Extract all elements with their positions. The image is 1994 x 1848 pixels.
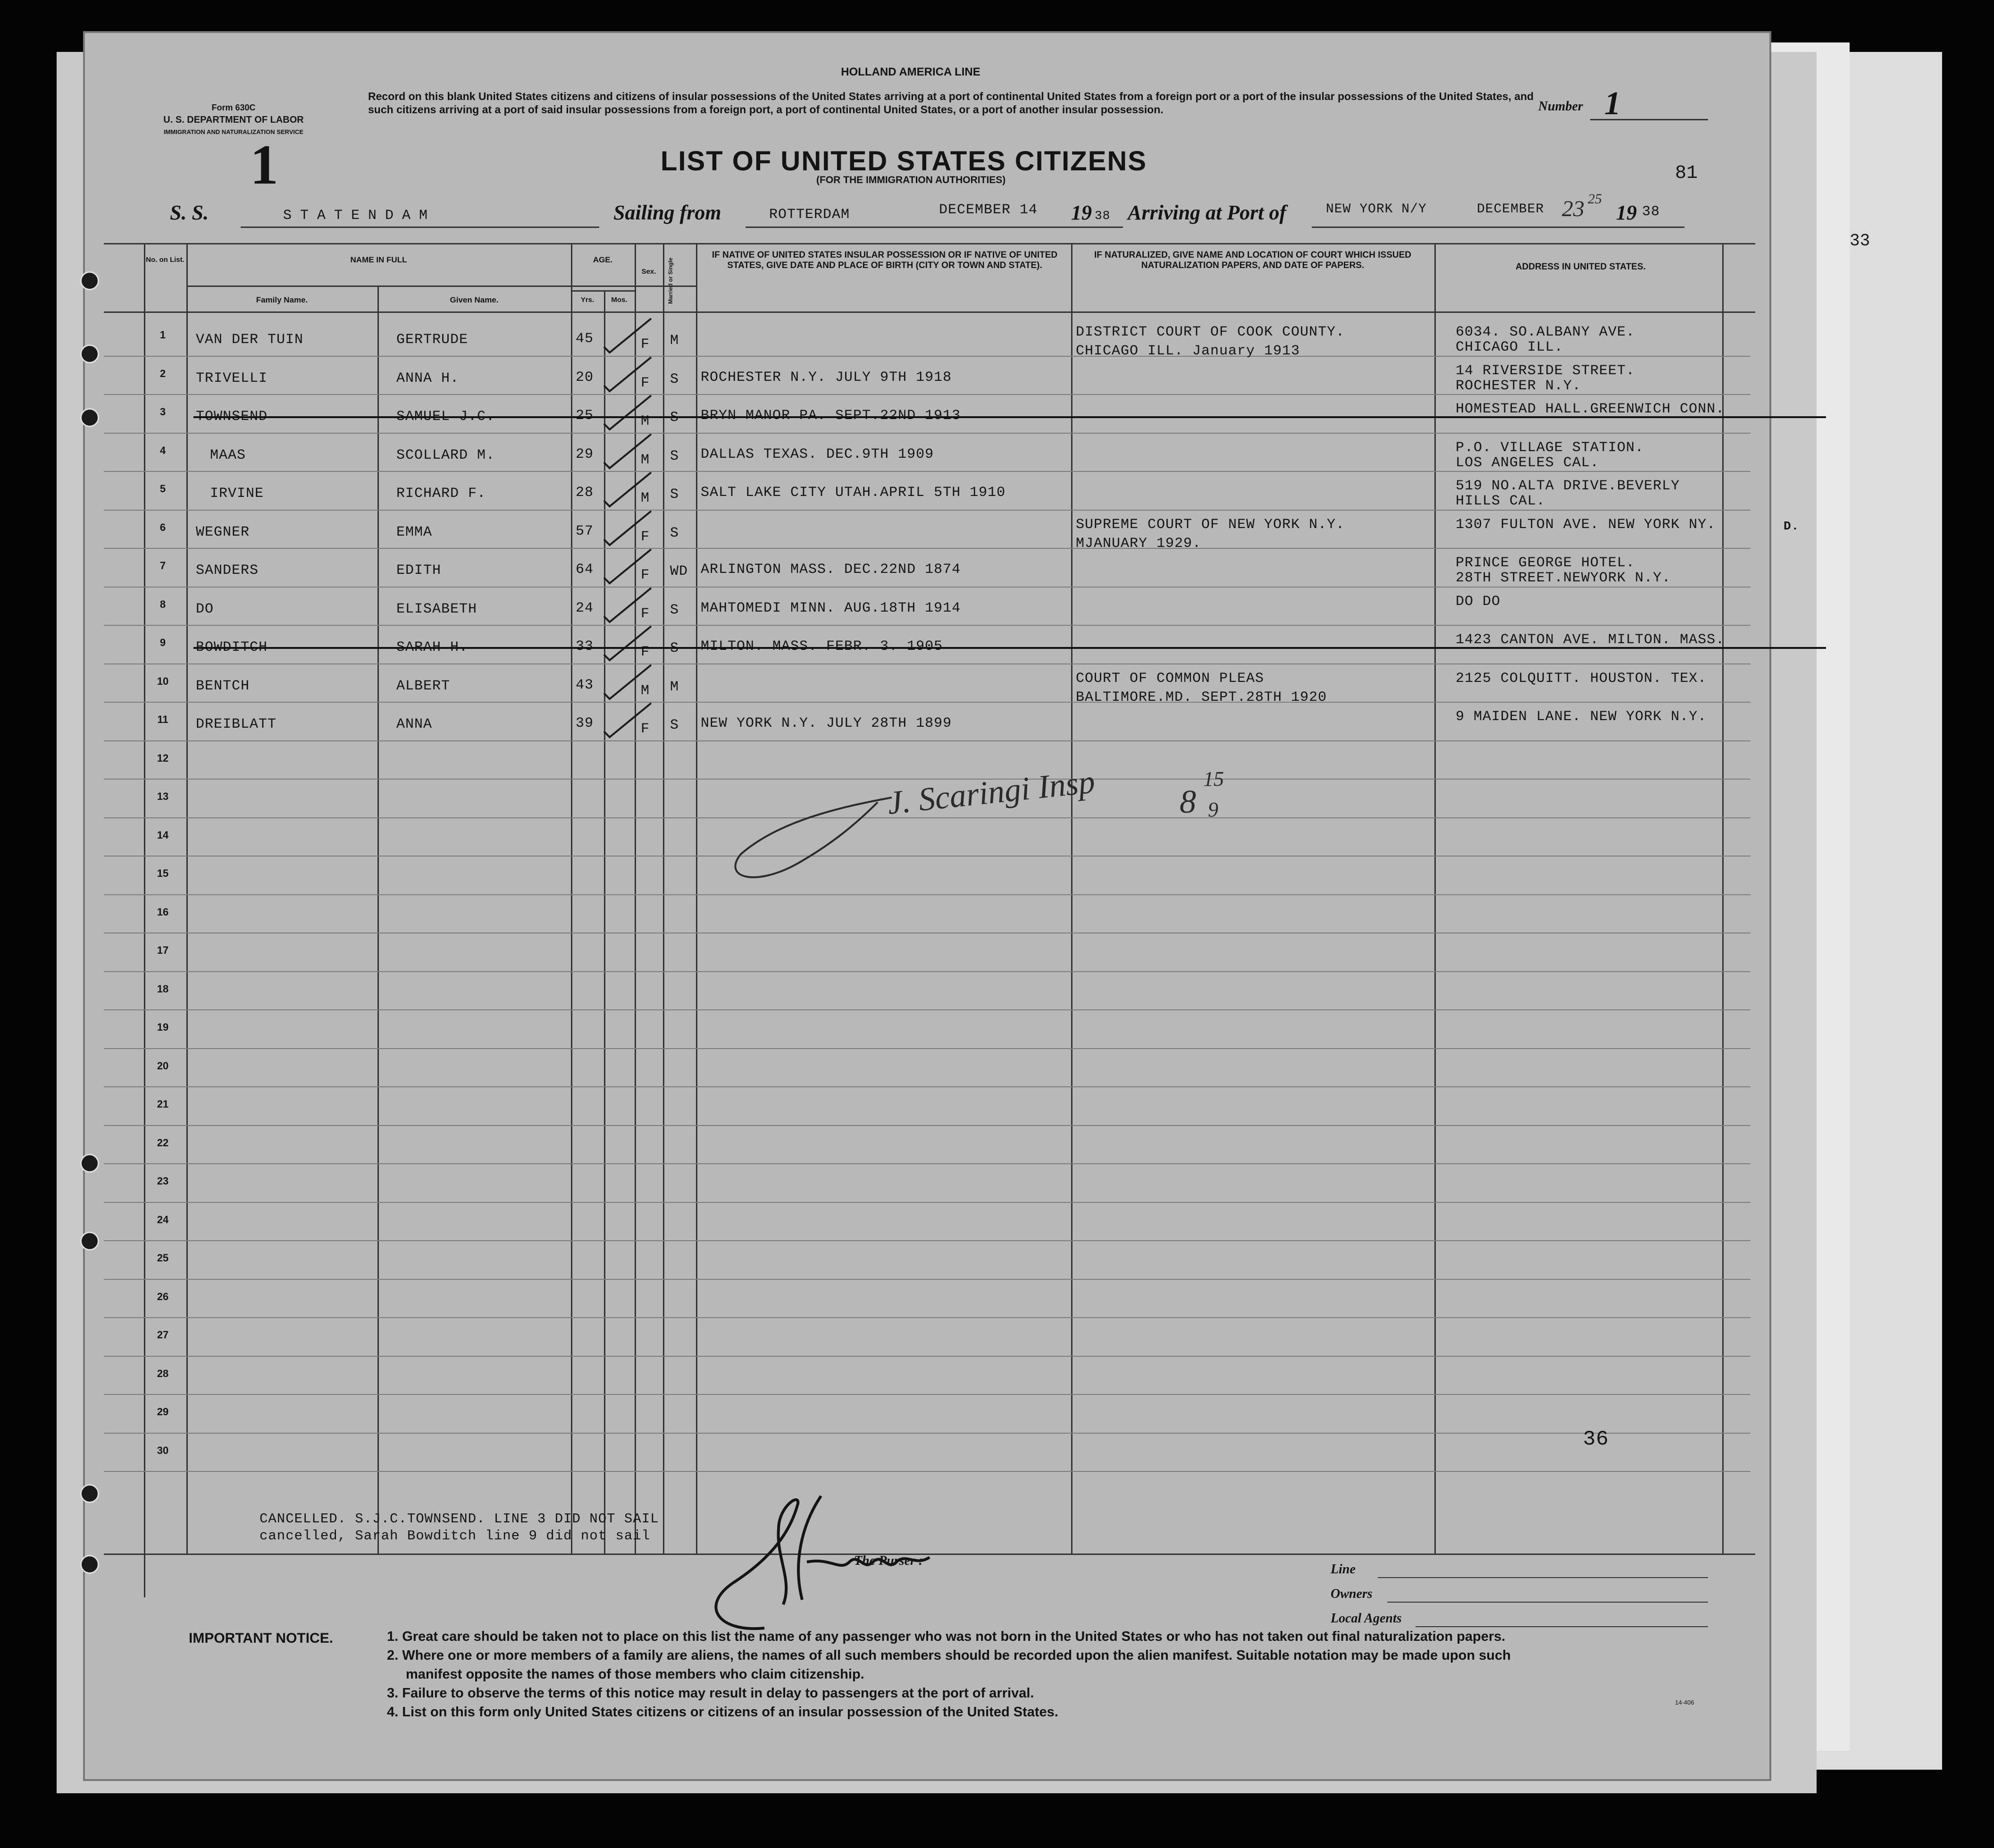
- verification-checkmark: [595, 314, 656, 356]
- cancel-note-2: cancelled, Sarah Bowditch line 9 did not sail: [260, 1528, 651, 1544]
- page-corner-number: 81: [1675, 163, 1698, 184]
- address-line-2: 28TH STREET.NEWYORK N.Y.: [1456, 570, 1671, 586]
- given-name: ELISABETH: [396, 601, 478, 617]
- line-number: 14: [157, 829, 169, 841]
- address-line-1: 1423 CANTON AVE. MILTON. MASS.: [1456, 632, 1725, 648]
- given-name: ANNA H.: [396, 370, 460, 386]
- marital-status: M: [670, 333, 679, 349]
- marital-status: S: [670, 410, 679, 426]
- address-line-1: DO DO: [1456, 593, 1501, 610]
- col-family-name: Family Name.: [256, 295, 308, 304]
- sex: M: [641, 452, 650, 468]
- address-line-1: 9 MAIDEN LANE. NEW YORK N.Y.: [1456, 709, 1707, 725]
- col-married-single: Married or Single: [667, 257, 674, 304]
- given-name: EDITH: [396, 563, 442, 579]
- age-years: 29: [576, 446, 594, 462]
- family-name: VAN DER TUIN: [196, 332, 304, 348]
- sex: F: [641, 721, 650, 737]
- form-code: 14-406: [1675, 1699, 1694, 1706]
- purser-signature: [689, 1487, 934, 1642]
- age-years: 57: [576, 523, 594, 539]
- age-years: 64: [576, 562, 594, 578]
- family-name: BOWDITCH: [196, 639, 268, 655]
- sex: F: [641, 529, 650, 545]
- family-name: WEGNER: [196, 524, 250, 540]
- sex: M: [641, 682, 650, 699]
- line-number: 16: [157, 906, 169, 918]
- address-line-2: HILLS CAL.: [1456, 493, 1546, 509]
- age-years: 20: [576, 369, 594, 386]
- line-number: 9: [159, 637, 166, 648]
- birth-place-date: SALT LAKE CITY UTAH.APRIL 5TH 1910: [701, 485, 1006, 501]
- line-number: 7: [159, 560, 166, 571]
- sailing-port: ROTTERDAM: [769, 207, 850, 223]
- line-number: 11: [157, 714, 168, 725]
- verification-checkmark: [595, 391, 656, 433]
- inspector-signature: J. Scaringi Insp: [886, 764, 1097, 822]
- sex: F: [641, 375, 650, 391]
- col-name-in-full: NAME IN FULL: [350, 255, 407, 264]
- marital-status: S: [670, 525, 679, 541]
- sex: M: [641, 413, 650, 429]
- sailing-year-prefix: 19: [1071, 201, 1092, 224]
- line-number: 4: [159, 444, 166, 456]
- family-name: MAAS: [210, 447, 246, 463]
- line-number: 17: [157, 944, 169, 956]
- line-number: 12: [157, 752, 169, 764]
- line-number: 19: [157, 1021, 169, 1033]
- age-years: 28: [576, 485, 594, 501]
- binder-hole: [80, 408, 99, 427]
- binder-hole: [80, 1154, 99, 1173]
- verification-checkmark: [595, 698, 656, 741]
- col-age-months: Mos.: [611, 296, 628, 304]
- age-years: 24: [576, 600, 594, 616]
- arrival-day: 23: [1562, 196, 1584, 221]
- sex: M: [641, 490, 650, 506]
- birth-place-date: ROCHESTER N.Y. JULY 9TH 1918: [701, 369, 952, 386]
- stamp-number: 36: [1583, 1428, 1609, 1451]
- manifest-sheet: [85, 33, 1870, 1779]
- address-line-2: LOS ANGELES CAL.: [1456, 454, 1600, 471]
- address-line-1: 519 NO.ALTA DRIVE.BEVERLY: [1456, 478, 1680, 494]
- agent-labels: Line Owners Local Agents: [1331, 1562, 1402, 1626]
- binder-hole: [80, 1232, 99, 1251]
- address-line-1: 1307 FULTON AVE. NEW YORK NY.: [1456, 516, 1716, 533]
- marital-status: WD: [670, 563, 688, 580]
- given-name: EMMA: [396, 524, 433, 540]
- page-subtitle: (FOR THE IMMIGRATION AUTHORITIES): [816, 175, 1006, 185]
- line-number: 5: [159, 483, 166, 495]
- sex: F: [641, 567, 650, 583]
- sex: F: [641, 605, 650, 622]
- marital-status: S: [670, 487, 679, 503]
- binder-hole: [80, 344, 99, 363]
- form-info: Form 630C U. S. DEPARTMENT OF LABOR IMMIGRATION AND NATURALIZATION SERVICE: [163, 103, 304, 135]
- notice-title: IMPORTANT NOTICE.: [189, 1630, 334, 1646]
- arrival-year: 38: [1642, 204, 1660, 220]
- marital-status: S: [670, 602, 679, 618]
- family-name: DREIBLATT: [196, 716, 277, 732]
- line-number: 26: [157, 1290, 169, 1302]
- family-name: BENTCH: [196, 678, 250, 694]
- birth-place-date: DALLAS TEXAS. DEC.9TH 1909: [701, 446, 934, 462]
- family-name: TRIVELLI: [196, 370, 268, 386]
- age-years: 33: [576, 638, 594, 655]
- age-years: 45: [576, 331, 594, 347]
- binder-hole: [80, 271, 99, 290]
- birth-place-date: MAHTOMEDI MINN. AUG.18TH 1914: [701, 600, 961, 616]
- record-instructions: Record on this blank United States citizens and citizens of insular possessions of the United States arriving at a port of continental United States from a foreign port or a port of the insular possessions of the United States, and such citizens arriving at a port of said insular possessions from a foreign port, a port of continental United States, or a port of another insular possession.: [368, 90, 1534, 116]
- notice-list: 1. Great care should be taken not to place on this list the name of any passenger who was not born in the United States or who has not taken out final naturalization papers. 2. Where one or more members of a family are aliens, the names of all such members should be recorded upon the alien manifest. Suitable notation may be made upon such manifest opposite the names of those members who claim citizenship. 3. Failure to observe the terms of this notice may result in delay to passengers at the port of arrival. 4. List on this form only United States citizens or citizens of an insular possession of the United States.: [387, 1629, 1511, 1720]
- given-name: SARAH H.: [396, 639, 469, 655]
- inspector-fraction-den: 9: [1208, 798, 1218, 821]
- address-line-1: P.O. VILLAGE STATION.: [1456, 439, 1644, 456]
- line-number: 6: [159, 521, 166, 533]
- line-number: 20: [157, 1059, 169, 1072]
- col-birth-info: IF NATIVE OF UNITED STATES INSULAR POSSESSION OR IF NATIVE OF UNITED STATES, GIVE DATE AND PLACE OF BIRTH (CITY OR TOWN AND STATE).: [712, 250, 1058, 270]
- verification-checkmark: [595, 353, 656, 395]
- verification-checkmark: [595, 622, 656, 664]
- margin-note-d: D.: [1784, 519, 1800, 533]
- naturalization-court-2: BALTIMORE.MD. SEPT.28TH 1920: [1076, 689, 1327, 706]
- col-no-on-list: No. on List.: [146, 256, 184, 264]
- naturalization-court: DISTRICT COURT OF COOK COUNTY.: [1076, 324, 1345, 340]
- ss-label: S. S.: [170, 201, 209, 224]
- verification-checkmark: [595, 468, 656, 510]
- sailing-year: 38: [1095, 209, 1111, 223]
- address-line-1: 6034. SO.ALBANY AVE.: [1456, 324, 1635, 340]
- given-name: GERTRUDE: [396, 332, 469, 348]
- sex: F: [641, 644, 650, 660]
- arrival-year-prefix: 19: [1616, 201, 1637, 224]
- line-name: HOLLAND AMERICA LINE: [841, 66, 980, 78]
- purser-label: The Purser :: [854, 1554, 923, 1568]
- line-number: 30: [157, 1444, 169, 1456]
- arrival-port: NEW YORK N/Y: [1326, 202, 1427, 217]
- line-number: 25: [157, 1252, 169, 1264]
- line-number: 23: [157, 1175, 169, 1187]
- number-value: 1: [1604, 85, 1621, 122]
- line-number: 13: [157, 790, 169, 802]
- sailing-from-label: Sailing from: [613, 201, 721, 224]
- verification-checkmark: [595, 545, 656, 587]
- address-line-2: CHICAGO ILL.: [1456, 339, 1564, 355]
- address-line-2: ROCHESTER N.Y.: [1456, 378, 1582, 394]
- marital-status: M: [670, 679, 679, 695]
- line-number: 3: [159, 406, 166, 418]
- given-name: SAMUEL J.C.: [396, 409, 495, 425]
- sex: F: [641, 336, 650, 353]
- verification-checkmark: [595, 429, 656, 472]
- page-title: LIST OF UNITED STATES CITIZENS: [661, 146, 1147, 176]
- col-naturalization: IF NATURALIZED, GIVE NAME AND LOCATION OF COURT WHICH ISSUED NATURALIZATION PAPERS, AND DATE OF PAPERS.: [1094, 250, 1411, 270]
- verification-checkmark: [595, 660, 656, 703]
- verification-checkmark: [595, 583, 656, 626]
- given-name: ALBERT: [396, 678, 451, 694]
- strike-through: [193, 416, 1826, 418]
- given-name: ANNA: [396, 716, 433, 732]
- marital-status: S: [670, 717, 679, 733]
- line-number: 2: [159, 367, 166, 379]
- arrival-day-alt: 25: [1588, 191, 1602, 207]
- naturalization-court-2: CHICAGO ILL. January 1913: [1076, 343, 1300, 359]
- family-name: TOWNSEND: [196, 409, 268, 425]
- line-number: 24: [157, 1213, 169, 1226]
- naturalization-court-2: MJANUARY 1929.: [1076, 535, 1202, 552]
- strike-through: [193, 647, 1826, 649]
- number-label: Number: [1538, 99, 1583, 114]
- arrival-month: DECEMBER: [1477, 202, 1544, 217]
- naturalization-court: COURT OF COMMON PLEAS: [1076, 670, 1265, 687]
- address-line-1: 14 RIVERSIDE STREET.: [1456, 362, 1635, 379]
- list-number: 1: [250, 133, 278, 196]
- family-name: SANDERS: [196, 563, 259, 579]
- age-years: 25: [576, 408, 594, 424]
- sailing-date: DECEMBER 14: [939, 202, 1038, 218]
- line-number: 18: [157, 983, 169, 995]
- margin-number: 33: [1850, 231, 1870, 251]
- address-line-1: PRINCE GEORGE HOTEL.: [1456, 555, 1635, 571]
- age-years: 43: [576, 677, 594, 693]
- ship-name: STATENDAM: [283, 208, 436, 224]
- inspector-fraction-whole: 8: [1180, 784, 1196, 820]
- age-years: 39: [576, 715, 594, 731]
- line-number: 15: [157, 867, 169, 879]
- address-line-1: 2125 COLQUITT. HOUSTON. TEX.: [1456, 670, 1707, 687]
- marital-status: S: [670, 640, 679, 656]
- line-number: 29: [157, 1406, 169, 1418]
- col-age: AGE.: [593, 255, 613, 264]
- marital-status: S: [670, 448, 679, 464]
- naturalization-court: SUPREME COURT OF NEW YORK N.Y.: [1076, 516, 1345, 533]
- given-name: SCOLLARD M.: [396, 447, 495, 463]
- verification-checkmark: [595, 506, 656, 549]
- binder-hole: [80, 1555, 99, 1574]
- binder-hole: [80, 1484, 99, 1503]
- line-number: 21: [157, 1098, 169, 1110]
- birth-place-date: ARLINGTON MASS. DEC.22ND 1874: [701, 562, 961, 578]
- birth-place-date: MILTON. MASS. FEBR. 3. 1905: [701, 638, 943, 655]
- given-name: RICHARD F.: [396, 486, 486, 502]
- col-age-years: Yrs.: [580, 296, 595, 304]
- line-number: 22: [157, 1136, 169, 1149]
- col-address: ADDRESS IN UNITED STATES.: [1516, 262, 1646, 272]
- marital-status: S: [670, 371, 679, 387]
- inspector-fraction-num: 15: [1203, 767, 1224, 790]
- family-name: IRVINE: [210, 486, 264, 502]
- birth-place-date: BRYN MANOR PA. SEPT.22ND 1913: [701, 408, 961, 424]
- line-number: 1: [159, 329, 166, 341]
- line-number: 28: [157, 1367, 169, 1379]
- birth-place-date: NEW YORK N.Y. JULY 28TH 1899: [701, 715, 952, 731]
- address-line-1: HOMESTEAD HALL.GREENWICH CONN.: [1456, 401, 1725, 417]
- arriving-label: Arriving at Port of: [1128, 201, 1287, 224]
- col-sex: Sex.: [641, 268, 656, 276]
- line-number: 8: [159, 598, 166, 610]
- cancel-note-1: CANCELLED. S.J.C.TOWNSEND. LINE 3 DID NOT SAIL: [260, 1511, 659, 1527]
- family-name: DO: [196, 601, 214, 617]
- line-number: 10: [157, 675, 169, 687]
- line-number: 27: [157, 1329, 169, 1341]
- col-given-name: Given Name.: [450, 295, 499, 304]
